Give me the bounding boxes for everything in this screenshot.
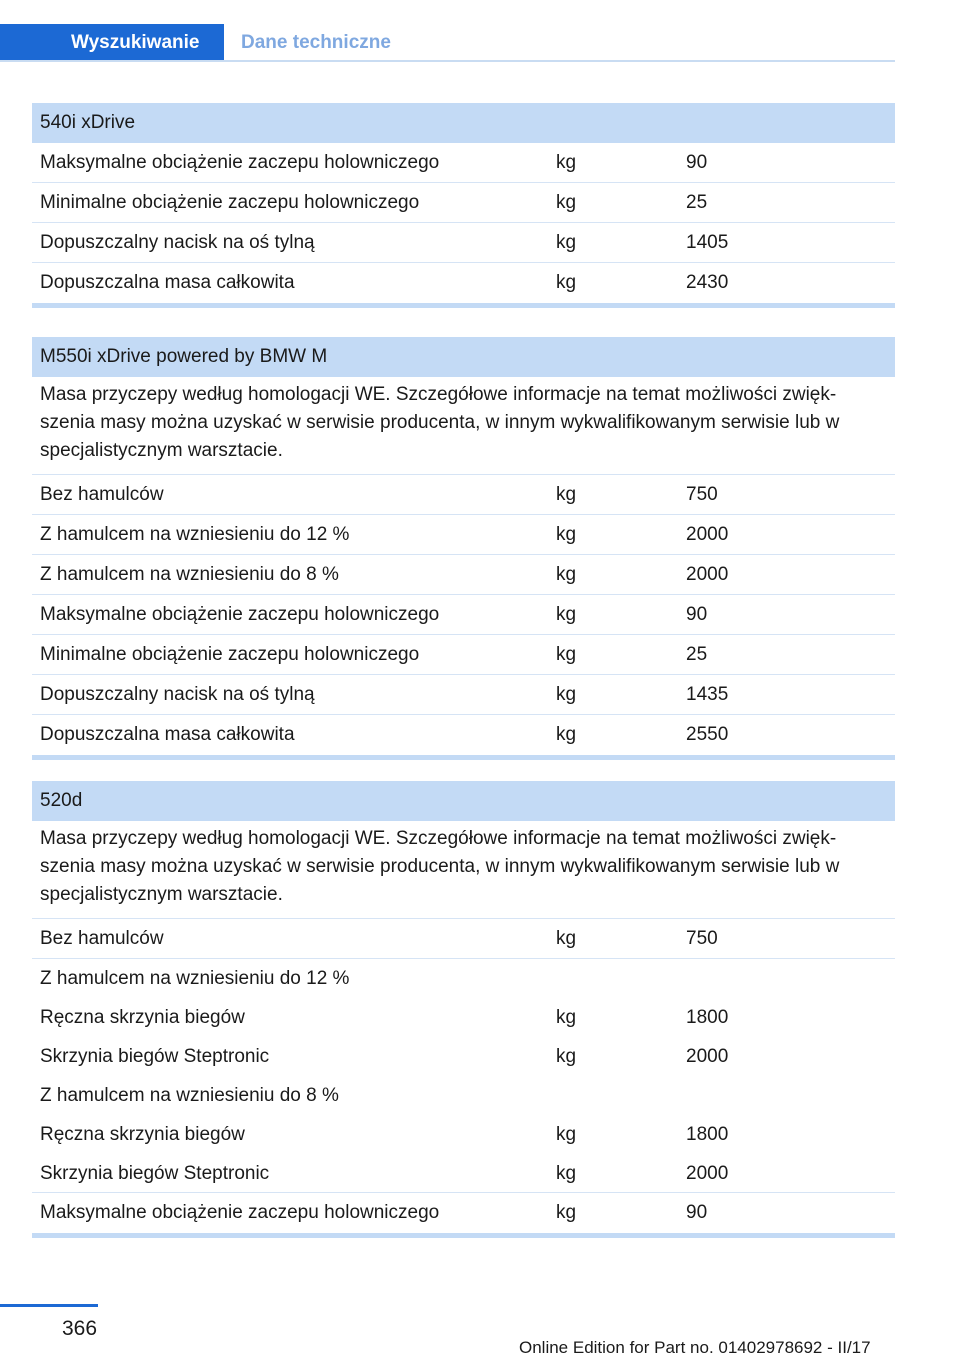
spec-table-m550i	[32, 337, 895, 760]
row-value: 2000	[686, 524, 729, 545]
table-row	[32, 183, 895, 223]
table-subheading-row	[32, 1076, 895, 1115]
row-unit: kg	[556, 192, 577, 213]
row-unit: kg	[556, 524, 577, 545]
row-value: 1800	[686, 1124, 729, 1145]
row-label: Z hamulcem na wzniesieniu do 8 %	[40, 1085, 339, 1106]
row-unit: kg	[556, 644, 577, 665]
row-value: 90	[686, 604, 708, 625]
row-unit: kg	[556, 1202, 577, 1223]
table-row	[32, 715, 895, 755]
table-row	[32, 223, 895, 263]
row-label: Bez hamulców	[40, 484, 164, 505]
row-unit: kg	[556, 604, 577, 625]
row-unit: kg	[556, 1163, 577, 1184]
row-label: Skrzynia biegów Steptronic	[40, 1163, 270, 1184]
header-divider	[0, 60, 895, 62]
table-row	[32, 1193, 895, 1233]
footer-accent-rule	[0, 1304, 98, 1307]
row-unit: kg	[556, 272, 577, 293]
table-row	[32, 475, 895, 515]
table-row	[32, 515, 895, 555]
row-value: 750	[686, 928, 718, 949]
row-value: 25	[686, 192, 708, 213]
table-description: Masa przyczepy według homologacji WE. Szczegółowe informacje na temat możliwości zwięk-szenia masy można uzyskać w serwisie producenta, w innym wykwalifikowanym serwisie lub w specjalistycznym warsztacie.	[32, 377, 895, 475]
table-row	[32, 555, 895, 595]
table-row	[32, 1037, 895, 1076]
row-label: Dopuszczalny nacisk na oś tylną	[40, 684, 315, 705]
table-row	[32, 263, 895, 303]
tab-search[interactable]: Wyszukiwanie	[0, 24, 224, 62]
page-header	[0, 0, 960, 62]
row-unit: kg	[556, 928, 577, 949]
row-value: 2000	[686, 1046, 729, 1067]
table-heading: 540i xDrive	[32, 103, 895, 143]
table-row	[32, 998, 895, 1037]
row-unit: kg	[556, 1124, 577, 1145]
table-subheading-row	[32, 959, 895, 998]
table-row	[32, 1115, 895, 1154]
row-label: Dopuszczalna masa całkowita	[40, 272, 295, 293]
row-unit: kg	[556, 232, 577, 253]
table-end-rule	[32, 1233, 895, 1238]
table-row	[32, 595, 895, 635]
row-value: 2550	[686, 724, 729, 745]
row-label: Dopuszczalny nacisk na oś tylną	[40, 232, 315, 253]
row-unit: kg	[556, 724, 577, 745]
table-row	[32, 919, 895, 959]
row-value: 2000	[686, 564, 729, 585]
row-label: Z hamulcem na wzniesieniu do 12 %	[40, 524, 350, 545]
row-value: 1435	[686, 684, 729, 705]
row-label: Minimalne obciążenie zaczepu holowniczego	[40, 644, 420, 665]
row-label: Bez hamulców	[40, 928, 164, 949]
row-value: 1800	[686, 1007, 729, 1028]
row-value: 2000	[686, 1163, 729, 1184]
table-end-rule	[32, 755, 895, 760]
row-label: Z hamulcem na wzniesieniu do 8 %	[40, 564, 339, 585]
row-label: Ręczna skrzynia biegów	[40, 1007, 245, 1028]
tab-technical-data[interactable]: Dane techniczne	[241, 32, 391, 53]
row-value: 1405	[686, 232, 729, 253]
row-label: Dopuszczalna masa całkowita	[40, 724, 295, 745]
row-unit: kg	[556, 1046, 577, 1067]
row-label: Skrzynia biegów Steptronic	[40, 1046, 270, 1067]
row-unit: kg	[556, 1007, 577, 1028]
table-row	[32, 675, 895, 715]
row-unit: kg	[556, 484, 577, 505]
row-value: 90	[686, 1202, 708, 1223]
row-label: Maksymalne obciążenie zaczepu holowniczego	[40, 1202, 440, 1223]
table-row	[32, 143, 895, 183]
row-unit: kg	[556, 684, 577, 705]
row-label: Maksymalne obciążenie zaczepu holowniczego	[40, 604, 440, 625]
table-description: Masa przyczepy według homologacji WE. Szczegółowe informacje na temat możliwości zwięk-szenia masy można uzyskać w serwisie producenta, w innym wykwalifikowanym serwisie lub w specjalistycznym warsztacie.	[32, 821, 895, 919]
row-label: Maksymalne obciążenie zaczepu holowniczego	[40, 152, 440, 173]
table-heading: M550i xDrive powered by BMW M	[32, 337, 895, 377]
row-label: Z hamulcem na wzniesieniu do 12 %	[40, 968, 350, 989]
spec-table-540i	[32, 103, 895, 308]
row-value: 90	[686, 152, 708, 173]
row-label: Ręczna skrzynia biegów	[40, 1124, 245, 1145]
row-label: Minimalne obciążenie zaczepu holowniczego	[40, 192, 420, 213]
table-heading: 520d	[32, 781, 895, 821]
table-end-rule	[32, 303, 895, 308]
row-unit: kg	[556, 564, 577, 585]
table-row	[32, 1154, 895, 1193]
page-number: 366	[62, 1317, 98, 1340]
spec-table-520d	[32, 781, 895, 1238]
row-value: 25	[686, 644, 708, 665]
row-unit: kg	[556, 152, 577, 173]
row-value: 2430	[686, 272, 729, 293]
table-row	[32, 635, 895, 675]
edition-note: Online Edition for Part no. 01402978692 - II/17	[519, 1338, 871, 1357]
row-value: 750	[686, 484, 718, 505]
